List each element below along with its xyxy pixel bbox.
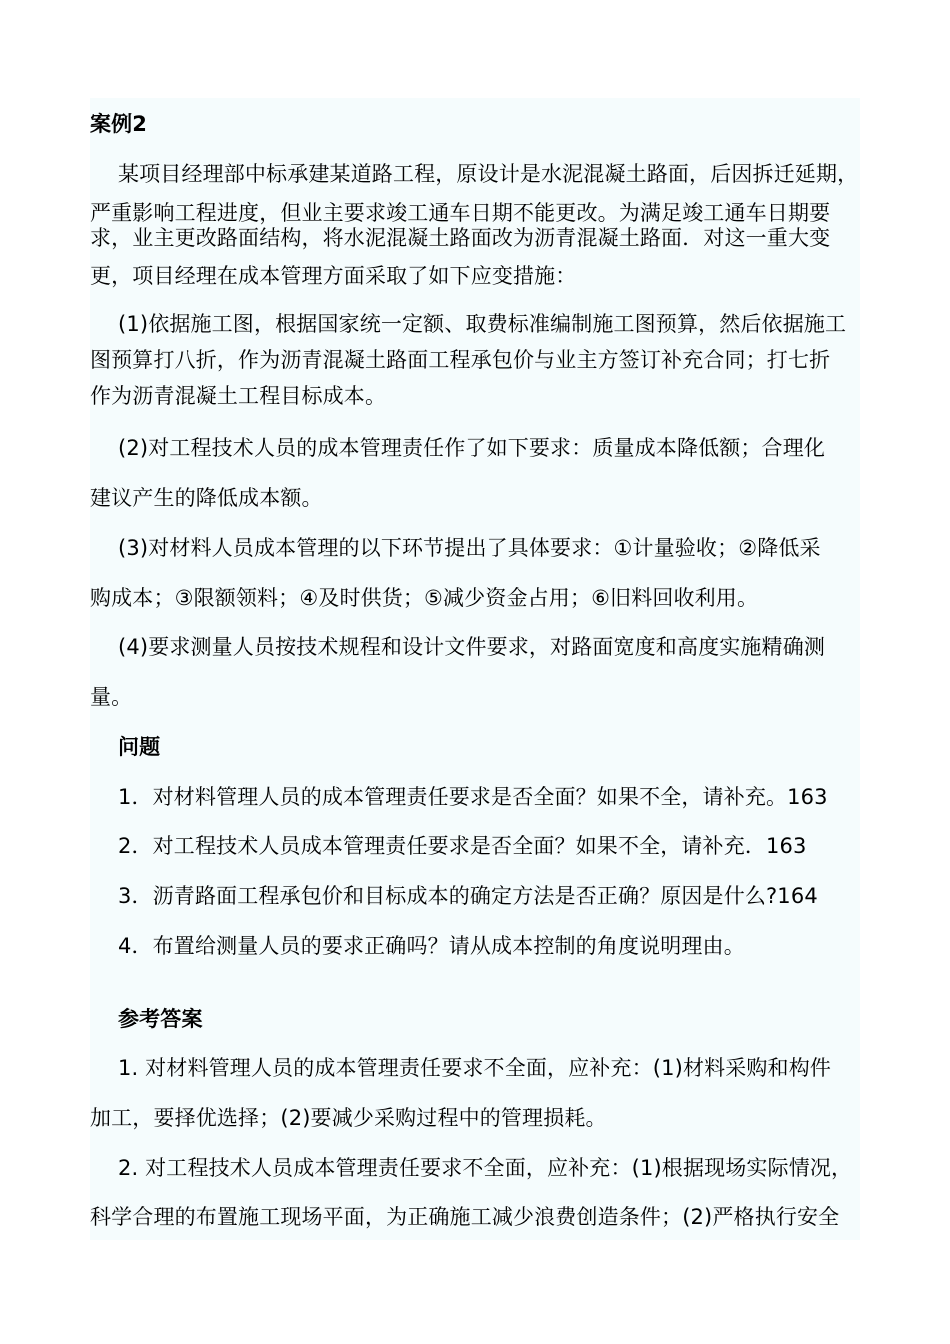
measure-4-line: 量。: [90, 685, 133, 709]
document-content: [90, 98, 860, 1240]
question-item: 4．布置给测量人员的要求正确吗？请从成本控制的角度说明理由。: [118, 934, 745, 958]
question-item: 1．对材料管理人员的成本管理责任要求是否全面？如果不全，请补充。163: [118, 785, 828, 809]
paragraph-line: 更，项目经理在成本管理方面采取了如下应变措施：: [90, 264, 577, 288]
answer-2-line: 科学合理的布置施工现场平面，为正确施工减少浪费创造条件；(2)严格执行安全: [90, 1205, 840, 1229]
answer-1-line: 加工，要择优选择；(2)要减少采购过程中的管理损耗。: [90, 1106, 607, 1130]
answers-title: 参考答案: [118, 1007, 203, 1031]
measure-1-line: 作为沥青混凝土工程目标成本。: [90, 384, 387, 408]
measure-2-line: (2)对工程技术人员的成本管理责任作了如下要求：质量成本降低额；合理化: [118, 436, 825, 460]
answer-1-line: 1. 对材料管理人员的成本管理责任要求不全面，应补充：(1)材料采购和构件: [118, 1056, 832, 1080]
measure-2-line: 建议产生的降低成本额。: [90, 486, 323, 510]
case-title: 案例2: [90, 112, 148, 136]
measure-3-line: 购成本；③限额领料；④及时供货；⑤减少资金占用；⑥旧料回收利用。: [90, 586, 759, 610]
questions-title: 问题: [118, 735, 161, 759]
measure-3-line: (3)对材料人员成本管理的以下环节提出了具体要求：①计量验收；②降低采: [118, 536, 821, 560]
paragraph-line: 求，业主更改路面结构，将水泥混凝土路面改为沥青混凝土路面．对这一重大变: [90, 226, 831, 250]
question-item: 3．沥青路面工程承包价和目标成本的确定方法是否正确？原因是什么?164: [118, 884, 818, 908]
question-item: 2．对工程技术人员成本管理责任要求是否全面？如果不全，请补充．163: [118, 834, 807, 858]
measure-1-line: (1)依据施工图，根据国家统一定额、取费标准编制施工图预算，然后依据施工: [118, 312, 847, 336]
measure-1-line: 图预算打八折，作为沥青混凝土路面工程承包价与业主方签订补充合同；打七折: [90, 348, 831, 372]
paragraph-line: 严重影响工程进度，但业主要求竣工通车日期不能更改。为满足竣工通车日期要: [90, 201, 831, 225]
measure-4-line: (4)要求测量人员按技术规程和设计文件要求，对路面宽度和高度实施精确测: [118, 635, 825, 659]
paragraph-line: 某项目经理部中标承建某道路工程，原设计是水泥混凝土路面，后因拆迁延期，: [118, 162, 859, 186]
answer-2-line: 2. 对工程技术人员成本管理责任要求不全面，应补充：(1)根据现场实际情况，: [118, 1156, 853, 1180]
